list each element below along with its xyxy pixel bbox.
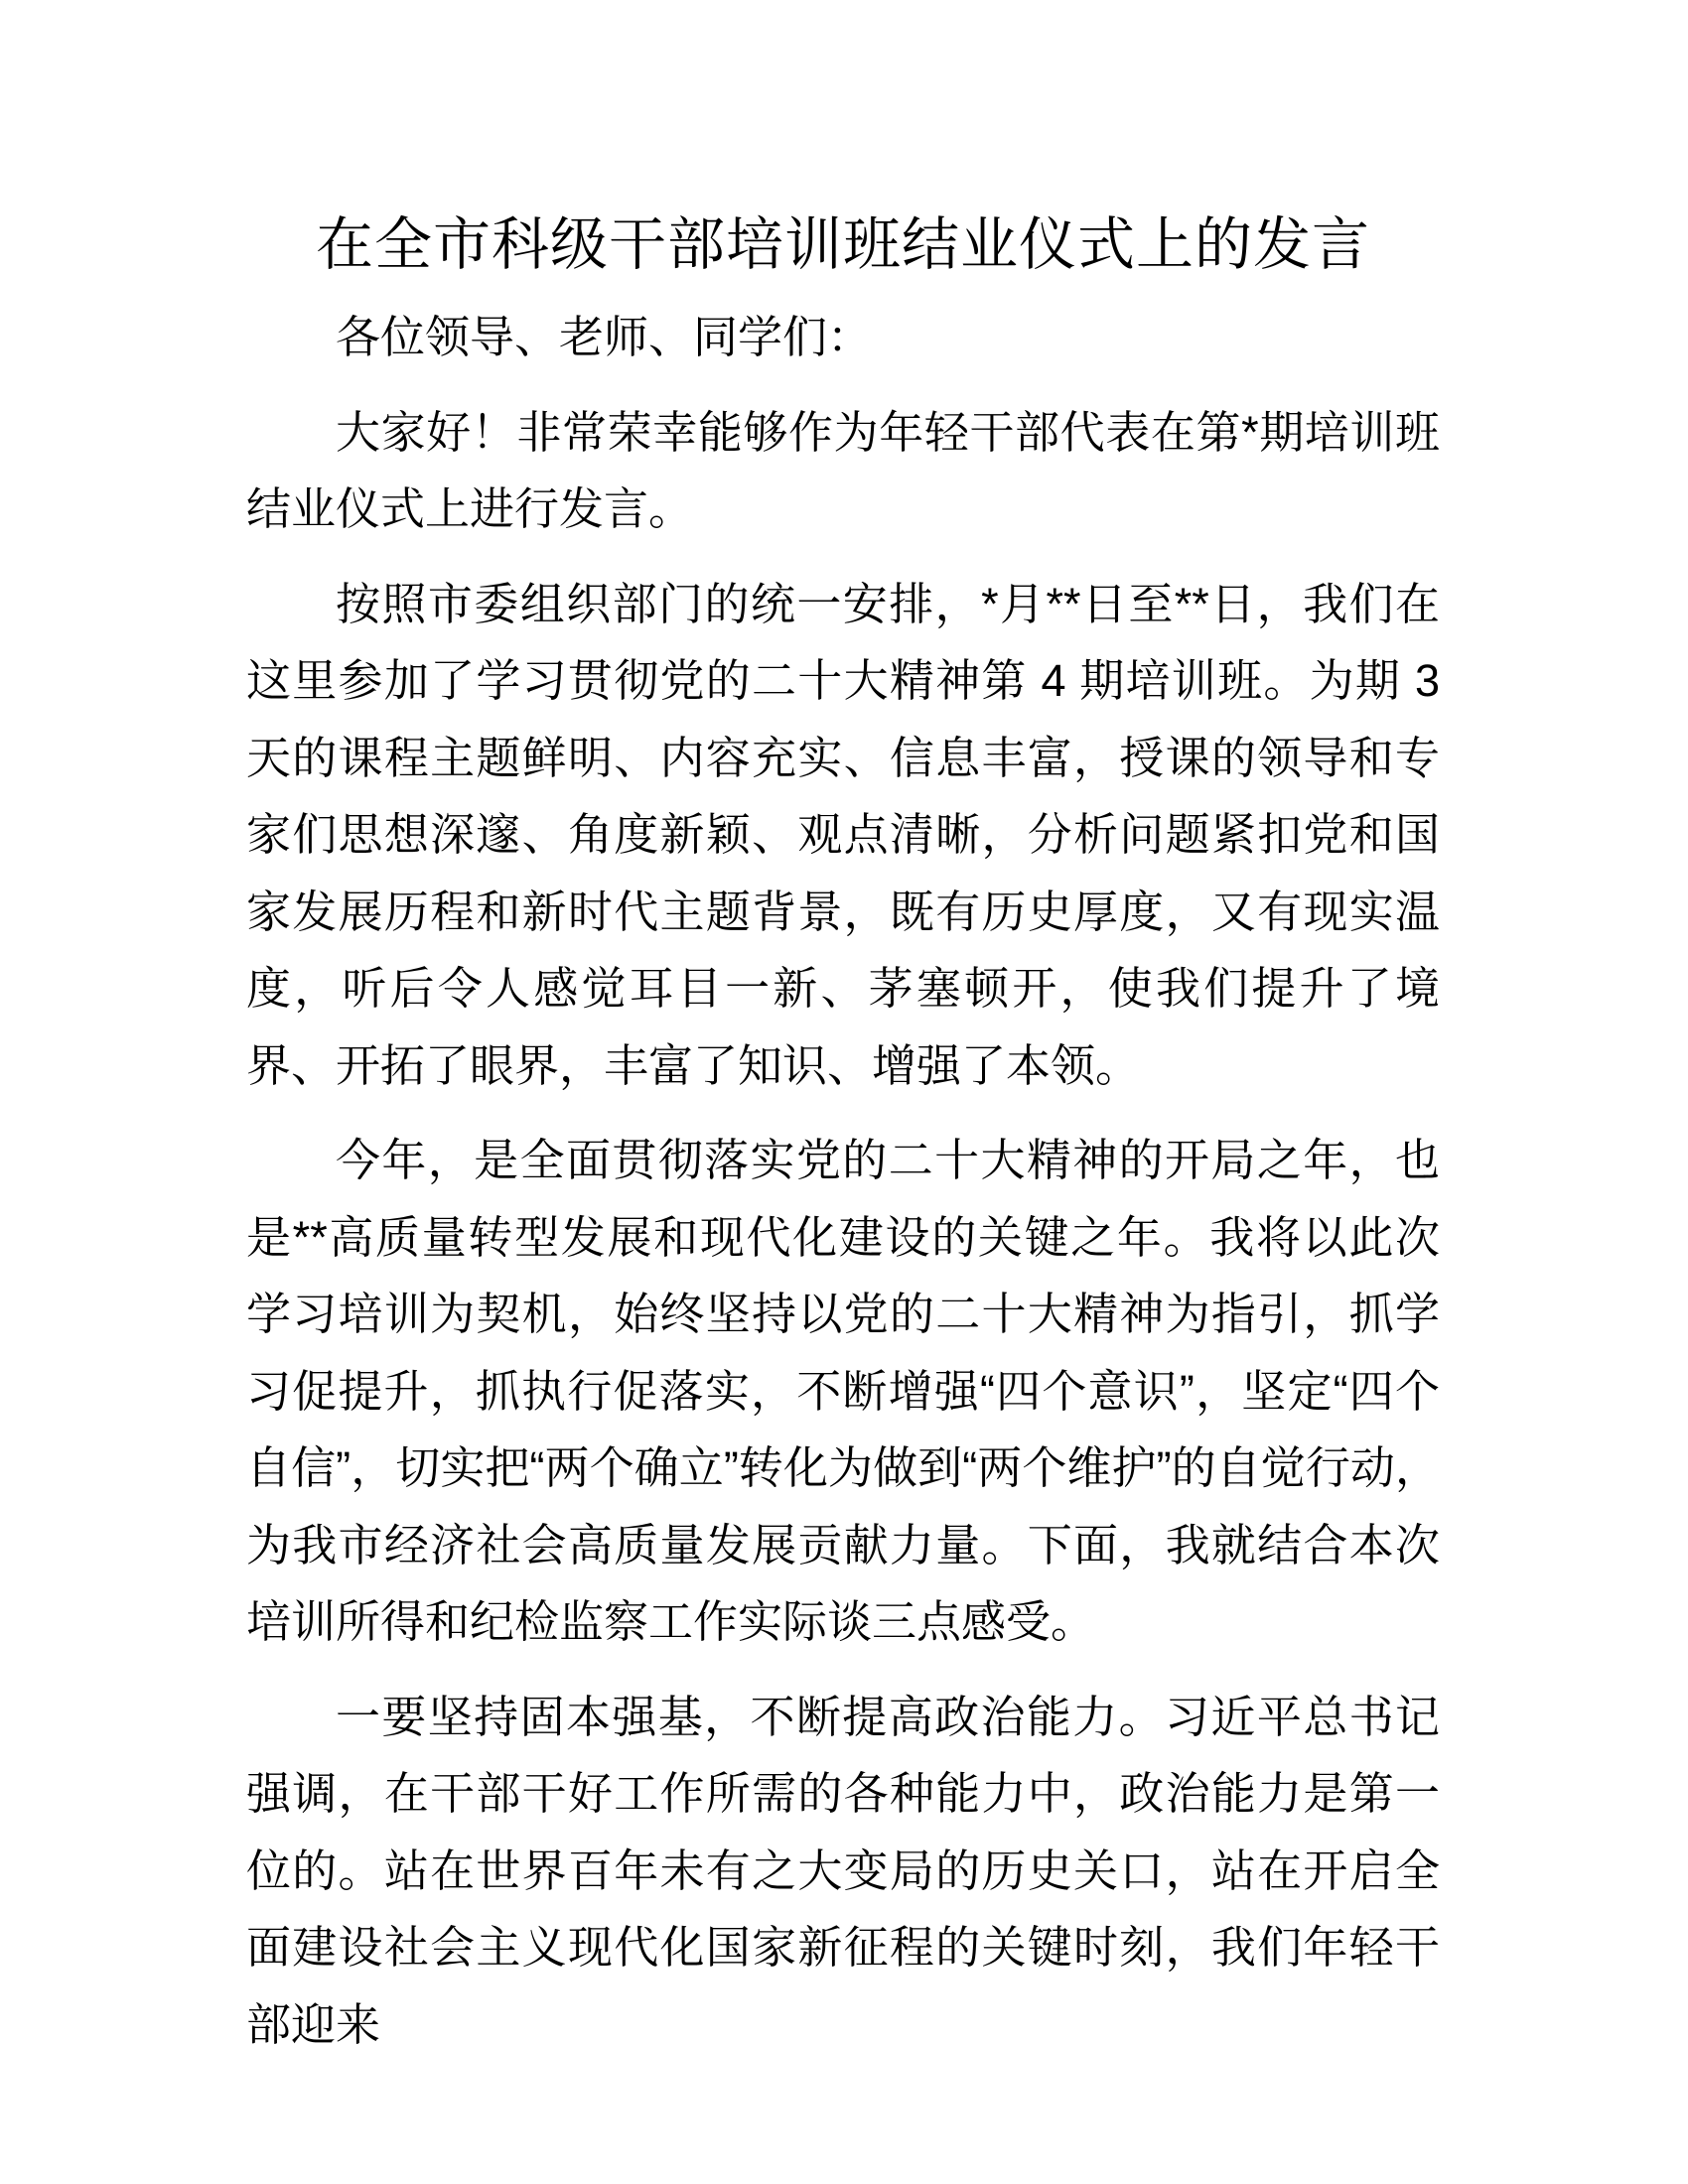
paragraph-greeting: 各位领导、老师、同学们： bbox=[336, 312, 873, 362]
paragraph: 一要坚持固本强基，不断提高政治能力。习近平总书记强调，在干部干好工作所需的各种能力中，政治能力是第一位的。站在世界百年未有之大变局的历史关口，站在开启全面建设社会主义现代化国家新征程的关键时刻，我们年轻干部迎来 bbox=[246, 1691, 1440, 2050]
paragraph: 大家好！非常荣幸能够作为年轻干部代表在第*期培训班结业仪式上进行发言。 bbox=[246, 406, 1440, 534]
paragraph: 今年，是全面贯彻落实党的二十大精神的开局之年，也是**高质量转型发展和现代化建设的关键之年。我将以此次学习培训为契机，始终坚持以党的二十大精神为指引，抓学习促提升，抓执行促落实，不断增强“四个意识”，坚定“四个自信”，切实把“两个确立”转化为做到“两个维护”的自觉行动，为我市经济社会高质量发展贡献力量。下面，我就结合本次培训所得和纪检监察工作实际谈三点感受。 bbox=[246, 1135, 1440, 1647]
paragraph: 按照市委组织部门的统一安排，*月**日至**日，我们在这里参加了学习贯彻党的二十大精神第 4 期培训班。为期 3 天的课程主题鲜明、内容充实、信息丰富，授课的领导和专家们思想深邃、角度新颖、观点清晰，分析问题紧扣党和国家发展历程和新时代主题背景，既有历史厚度，又有现实温度，听后令人感觉耳目一新、茅塞顿开，使我们提升了境界、开拓了眼界，丰富了知识、增强了本领。 bbox=[246, 578, 1440, 1091]
document-title: 在全市科级干部培训班结业仪式上的发言 bbox=[315, 212, 1370, 277]
document-body bbox=[246, 299, 1440, 2063]
